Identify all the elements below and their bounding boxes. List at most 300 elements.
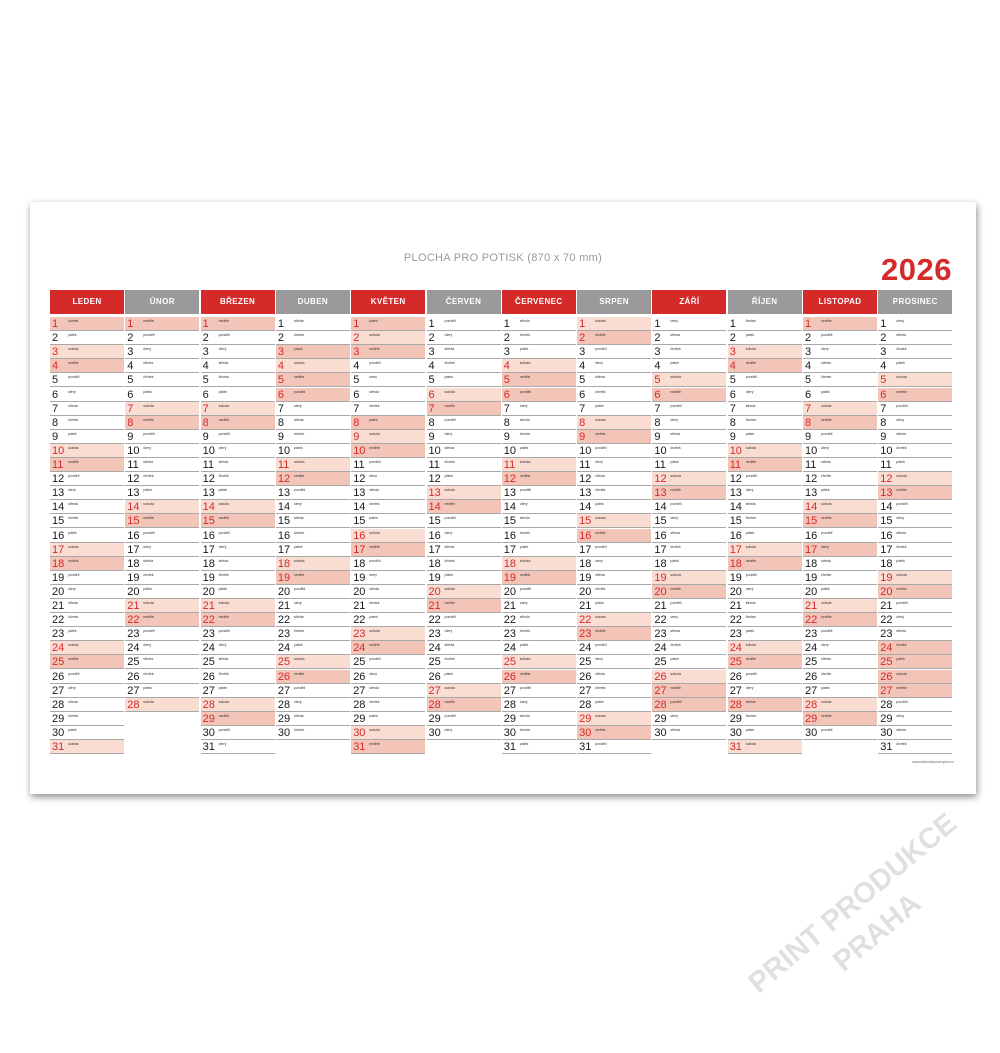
weekday-name: čtvrtek	[745, 417, 756, 422]
day-row	[125, 472, 199, 486]
day-row	[50, 514, 124, 528]
day-row	[125, 359, 199, 373]
day-row	[577, 585, 651, 599]
day-row	[201, 529, 275, 543]
day-number: 16	[428, 529, 441, 542]
day-row	[728, 571, 802, 585]
day-row	[201, 472, 275, 486]
weekday-name: neděle	[444, 403, 456, 408]
weekday-name: pátek	[369, 319, 378, 323]
day-number: 20	[428, 585, 441, 598]
weekday-name: pátek	[68, 530, 77, 535]
day-number: 4	[579, 360, 586, 373]
weekday-name: pátek	[218, 488, 228, 493]
day-row	[577, 670, 651, 684]
calendar-year: 2026	[881, 252, 952, 287]
month-header: PROSINEC	[878, 290, 952, 314]
day-number: 26	[52, 670, 65, 683]
day-row	[50, 641, 124, 655]
day-number: 13	[654, 487, 667, 500]
weekday-name: sobota	[293, 460, 305, 464]
weekday-name: úterý	[670, 516, 679, 521]
day-number: 4	[503, 360, 510, 373]
day-row	[878, 331, 952, 345]
day-number: 14	[202, 501, 215, 514]
weekday-name: středa	[670, 629, 681, 634]
weekday-name: pátek	[293, 347, 303, 352]
day-number: 2	[127, 332, 134, 345]
weekday-name: čtvrtek	[595, 586, 606, 591]
day-number: 3	[127, 346, 134, 359]
day-number: 27	[52, 684, 65, 697]
weekday-name: neděle	[745, 361, 757, 366]
day-row	[502, 373, 576, 387]
day-row	[351, 529, 425, 543]
weekday-name: sobota	[444, 389, 456, 394]
weekday-name: úterý	[595, 460, 603, 464]
day-number: 2	[428, 332, 435, 345]
day-row	[427, 641, 501, 655]
day-row	[728, 500, 802, 514]
weekday-name: středa	[896, 629, 907, 634]
day-number: 31	[579, 741, 592, 753]
day-row	[125, 317, 199, 331]
day-number: 16	[579, 529, 592, 542]
weekday-name: středa	[369, 685, 379, 690]
day-number: 4	[428, 360, 435, 373]
day-row	[502, 712, 576, 726]
day-row	[351, 458, 425, 472]
day-number: 10	[353, 444, 366, 457]
day-row	[803, 655, 877, 669]
day-row	[878, 740, 952, 754]
weekday-name: čtvrtek	[143, 572, 154, 577]
day-row	[728, 726, 802, 740]
day-number: 5	[127, 374, 134, 387]
day-row	[427, 698, 501, 712]
day-row	[427, 585, 501, 599]
day-row	[351, 500, 425, 514]
day-row	[728, 684, 802, 698]
day-number: 27	[805, 684, 818, 697]
weekday-name: úterý	[218, 347, 227, 352]
day-number: 13	[277, 487, 291, 500]
day-row	[201, 627, 275, 641]
day-row	[50, 698, 124, 712]
day-row	[201, 402, 275, 416]
day-row	[351, 388, 425, 402]
day-number: 5	[579, 374, 586, 387]
day-row	[577, 655, 651, 669]
day-number: 23	[579, 628, 592, 641]
day-row	[652, 599, 726, 613]
day-row	[276, 712, 350, 726]
day-row	[201, 458, 275, 472]
month-column	[50, 290, 125, 760]
day-row	[577, 486, 651, 500]
day-number: 3	[805, 346, 812, 359]
day-number: 6	[127, 388, 134, 401]
day-number: 4	[202, 360, 209, 373]
day-row	[878, 585, 952, 599]
day-row	[502, 698, 576, 712]
weekday-name: sobota	[218, 699, 230, 704]
day-number: 4	[127, 360, 134, 373]
day-row	[351, 444, 425, 458]
day-row	[427, 655, 501, 669]
day-row	[427, 514, 501, 528]
day-number: 6	[353, 388, 360, 401]
weekday-name: pondělí	[896, 601, 908, 605]
day-number: 27	[428, 684, 441, 697]
day-number: 18	[277, 557, 291, 570]
day-row	[577, 373, 651, 387]
weekday-name: pondělí	[444, 516, 456, 521]
weekday-name: pondělí	[218, 629, 231, 634]
day-row	[276, 726, 350, 740]
day-row	[502, 458, 576, 472]
weekday-name: neděle	[745, 558, 757, 563]
weekday-name: pátek	[519, 347, 529, 352]
day-row	[201, 599, 275, 613]
day-row	[50, 317, 124, 331]
weekday-name: sobota	[896, 671, 907, 676]
day-row	[577, 684, 651, 698]
weekday-name: úterý	[896, 615, 905, 620]
day-number: 12	[880, 473, 893, 486]
weekday-name: sobota	[821, 403, 832, 408]
weekday-name: pondělí	[444, 615, 456, 620]
weekday-name: pátek	[369, 516, 378, 521]
day-number: 10	[654, 444, 667, 457]
day-number: 2	[729, 332, 736, 345]
day-number: 12	[428, 473, 441, 486]
weekday-name: čtvrtek	[670, 643, 681, 648]
day-row	[803, 472, 877, 486]
day-number: 1	[805, 318, 812, 330]
day-row	[577, 712, 651, 726]
weekday-name: čtvrtek	[745, 516, 756, 521]
day-number: 29	[654, 712, 667, 725]
weekday-name: sobota	[519, 460, 531, 464]
day-row	[577, 726, 651, 740]
day-row	[803, 670, 877, 684]
day-row	[276, 641, 350, 655]
day-number: 18	[127, 557, 140, 570]
weekday-name: neděle	[519, 671, 531, 676]
day-number: 23	[805, 628, 818, 641]
day-row	[502, 641, 576, 655]
day-row	[878, 430, 952, 444]
day-row	[652, 317, 726, 331]
weekday-name: úterý	[821, 643, 829, 648]
weekday-name: neděle	[745, 657, 757, 662]
weekday-name: pondělí	[745, 474, 758, 479]
day-row	[502, 627, 576, 641]
month-header: LISTOPAD	[803, 290, 877, 314]
day-row	[502, 331, 576, 345]
day-number: 22	[277, 614, 291, 627]
day-row	[351, 571, 425, 585]
day-number: 22	[353, 614, 366, 627]
day-row	[728, 416, 802, 430]
day-number: 21	[127, 600, 140, 612]
day-number: 3	[202, 346, 209, 359]
weekday-name: čtvrtek	[444, 460, 455, 464]
weekday-name: pátek	[218, 389, 228, 394]
day-number: 24	[52, 642, 65, 655]
day-number: 27	[353, 684, 366, 697]
weekday-name: úterý	[896, 319, 905, 323]
day-number: 23	[654, 628, 667, 641]
day-number: 10	[503, 444, 517, 457]
day-row	[878, 655, 952, 669]
day-row	[201, 698, 275, 712]
weekday-name: čtvrtek	[595, 389, 606, 394]
day-row	[803, 430, 877, 444]
weekday-name: čtvrtek	[896, 445, 907, 450]
day-row	[652, 444, 726, 458]
weekday-name: čtvrtek	[369, 403, 380, 408]
weekday-name: neděle	[444, 601, 456, 605]
day-number: 1	[729, 318, 736, 330]
day-number: 1	[202, 318, 209, 330]
weekday-name: středa	[293, 516, 304, 521]
day-number: 25	[880, 656, 893, 669]
day-number: 20	[127, 585, 140, 598]
day-row	[351, 684, 425, 698]
day-number: 28	[579, 698, 592, 711]
day-number: 24	[654, 642, 667, 655]
day-row	[201, 543, 275, 557]
weekday-name: pátek	[218, 685, 228, 690]
weekday-name: pondělí	[595, 347, 607, 352]
weekday-name: pondělí	[68, 375, 80, 380]
day-number: 13	[52, 487, 65, 500]
day-row	[803, 373, 877, 387]
weekday-name: sobota	[595, 713, 606, 718]
weekday-name: sobota	[293, 558, 305, 563]
weekday-name: čtvrtek	[519, 431, 531, 436]
weekday-name: úterý	[444, 530, 453, 535]
day-row	[728, 529, 802, 543]
day-number: 18	[579, 557, 592, 570]
day-row	[125, 458, 199, 472]
weekday-name: úterý	[218, 643, 227, 648]
day-number: 18	[503, 557, 517, 570]
day-number: 11	[805, 459, 817, 471]
day-row	[803, 388, 877, 402]
weekday-name: čtvrtek	[293, 333, 305, 338]
day-number: 9	[579, 430, 586, 443]
weekday-name: čtvrtek	[293, 629, 305, 634]
weekday-name: středa	[821, 558, 831, 563]
day-number: 29	[277, 712, 291, 725]
day-number: 5	[654, 374, 661, 387]
day-number: 23	[353, 628, 366, 641]
day-row	[125, 500, 199, 514]
day-number: 30	[579, 726, 592, 739]
day-number: 11	[428, 459, 440, 471]
day-number: 24	[503, 642, 517, 655]
day-number: 27	[277, 684, 291, 697]
day-row	[125, 613, 199, 627]
weekday-name: čtvrtek	[68, 417, 79, 422]
day-number: 17	[654, 543, 667, 556]
day-number: 28	[202, 698, 215, 711]
day-number: 24	[428, 642, 441, 655]
day-number: 19	[353, 571, 366, 584]
day-number: 24	[277, 642, 291, 655]
weekday-name: středa	[143, 558, 154, 563]
day-number: 31	[353, 741, 366, 753]
day-row	[50, 373, 124, 387]
weekday-name: pondělí	[745, 375, 758, 380]
day-row	[878, 627, 952, 641]
day-row	[427, 670, 501, 684]
day-row	[276, 388, 350, 402]
day-number: 26	[729, 670, 742, 683]
day-number: 22	[579, 614, 592, 627]
day-number: 11	[52, 459, 64, 471]
day-row	[50, 585, 124, 599]
weekday-name: čtvrtek	[519, 530, 531, 535]
weekday-name: úterý	[519, 502, 528, 507]
weekday-name: pondělí	[218, 431, 231, 436]
day-row	[276, 655, 350, 669]
day-row	[351, 670, 425, 684]
day-number: 10	[805, 444, 818, 457]
day-number: 13	[127, 487, 140, 500]
day-row	[502, 317, 576, 331]
day-row	[351, 712, 425, 726]
day-row	[502, 444, 576, 458]
day-row	[577, 458, 651, 472]
day-row	[50, 670, 124, 684]
day-number: 6	[277, 388, 285, 401]
day-row	[652, 430, 726, 444]
weekday-name: středa	[218, 361, 229, 366]
day-number: 5	[428, 374, 435, 387]
day-row	[728, 613, 802, 627]
weekday-name: čtvrtek	[821, 572, 832, 577]
day-number: 9	[805, 430, 812, 443]
month-header: LEDEN	[50, 290, 124, 314]
month-column	[276, 290, 351, 760]
day-number: 3	[52, 346, 59, 359]
day-number: 29	[52, 712, 65, 725]
weekday-name: středa	[519, 417, 530, 422]
weekday-name: středa	[369, 586, 379, 591]
day-number: 6	[579, 388, 586, 401]
day-row	[577, 388, 651, 402]
weekday-name: sobota	[369, 431, 380, 436]
day-row	[201, 373, 275, 387]
weekday-name: pondělí	[218, 727, 231, 732]
day-row	[803, 444, 877, 458]
day-number: 16	[52, 529, 65, 542]
weekday-name: pátek	[821, 389, 830, 394]
weekday-name: čtvrtek	[369, 699, 380, 704]
day-number: 4	[805, 360, 812, 373]
day-number: 24	[202, 642, 215, 655]
day-number: 6	[52, 388, 59, 401]
day-row	[577, 571, 651, 585]
month-header: ČERVEN	[427, 290, 501, 314]
weekday-name: sobota	[745, 742, 757, 746]
weekday-name: čtvrtek	[293, 431, 305, 436]
weekday-name: sobota	[143, 699, 154, 704]
weekday-name: čtvrtek	[821, 375, 832, 380]
calendar-poster	[30, 202, 976, 794]
day-number: 15	[805, 515, 818, 528]
day-row	[201, 655, 275, 669]
weekday-name: sobota	[519, 558, 531, 563]
day-row	[652, 500, 726, 514]
day-row	[125, 571, 199, 585]
day-row	[652, 557, 726, 571]
day-number: 13	[729, 487, 742, 500]
weekday-name: pondělí	[68, 671, 80, 676]
weekday-name: pátek	[143, 488, 152, 493]
day-number: 11	[353, 459, 365, 471]
weekday-name: středa	[896, 431, 907, 436]
day-row	[803, 571, 877, 585]
weekday-name: neděle	[595, 530, 606, 535]
weekday-name: pondělí	[745, 572, 758, 577]
month-header: ÚNOR	[125, 290, 199, 314]
weekday-name: čtvrtek	[745, 319, 756, 323]
day-number: 25	[277, 656, 291, 669]
day-number: 27	[729, 684, 742, 697]
weekday-name: neděle	[369, 544, 380, 549]
day-row	[502, 514, 576, 528]
weekday-name: úterý	[369, 671, 377, 676]
weekday-name: úterý	[444, 333, 453, 338]
weekday-name: pátek	[896, 558, 905, 563]
day-number: 17	[202, 543, 215, 556]
day-number: 31	[880, 741, 893, 753]
weekday-name: čtvrtek	[821, 474, 832, 479]
day-number: 14	[127, 501, 140, 514]
weekday-name: neděle	[68, 460, 79, 464]
day-number: 12	[729, 473, 742, 486]
weekday-name: čtvrtek	[369, 601, 380, 605]
weekday-name: pátek	[68, 431, 77, 436]
month-header: ZÁŘÍ	[652, 290, 726, 314]
day-number: 16	[127, 529, 140, 542]
weekday-name: neděle	[896, 586, 907, 591]
day-number: 8	[353, 416, 360, 429]
day-row	[652, 670, 726, 684]
day-number: 1	[880, 318, 887, 330]
day-number: 30	[880, 726, 893, 739]
day-number: 20	[353, 585, 366, 598]
day-row	[728, 345, 802, 359]
weekday-name: pátek	[519, 445, 529, 450]
day-number: 19	[880, 571, 893, 584]
day-number: 3	[579, 346, 586, 359]
day-number: 16	[880, 529, 893, 542]
weekday-name: sobota	[595, 319, 606, 323]
day-number: 5	[503, 374, 510, 387]
day-number: 7	[503, 402, 510, 415]
day-row	[276, 331, 350, 345]
weekday-name: sobota	[821, 502, 832, 507]
month-header: SRPEN	[577, 290, 651, 314]
day-row	[125, 557, 199, 571]
weekday-name: sobota	[143, 601, 154, 605]
